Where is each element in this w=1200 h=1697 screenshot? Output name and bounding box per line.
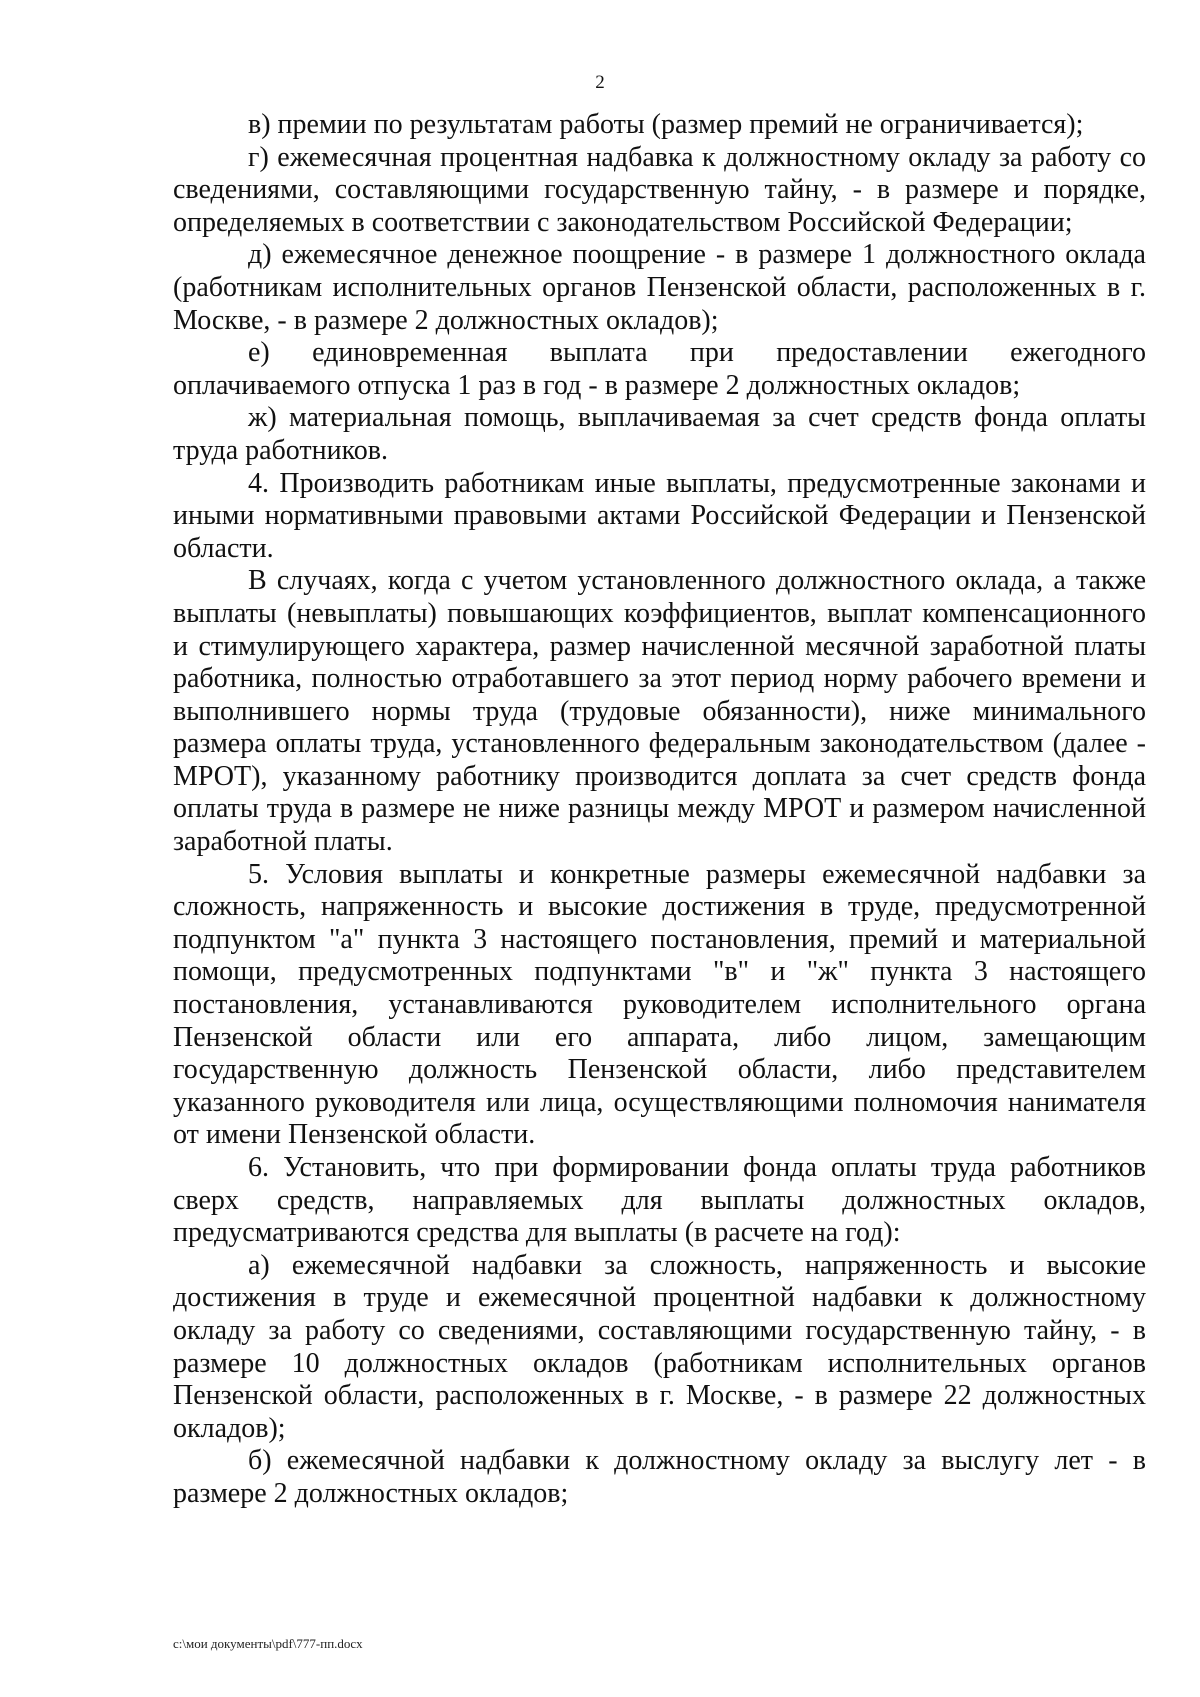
paragraph-3e: е) единовременная выплата при предоставлении ежегодного оплачиваемого отпуска 1 раз в год - в размере 2 должностных окладов; [173,337,1146,401]
paragraph-6: 6. Установить, что при формировании фонда оплаты труда работников сверх средств, направляемых для выплаты должностных окладов, предусматриваются средства для выплаты (в расчете на год): [173,1152,1146,1249]
paragraph-6a: а) ежемесячной надбавки за сложность, напряженность и высокие достижения в труде и ежемесячной процентной надбавки к должностному окладу за работу со сведениями, составляющими государственную тайну, - в размере 10 должностных окладов (работникам исполнительных органов Пензенской области, расположенных в г. Москве, - в размере 22 должностных окладов); [173,1249,1146,1444]
document-body [173,109,1146,1511]
paragraph-3zh: ж) материальная помощь, выплачиваемая за счет средств фонда оплаты труда работников. [173,402,1146,466]
paragraph-5: 5. Условия выплаты и конкретные размеры ежемесячной надбавки за сложность, напряженность и высокие достижения в труде, предусмотренной подпунктом "а" пункта 3 настоящего постановления, премий и материальной помощи, предусмотренных подпунктами "в" и "ж" пункта 3 настоящего постановления, устанавливаются руководителем исполнительного органа Пензенской области или его аппарата, либо лицом, замещающим государственную должность Пензенской области, либо представителем указанного руководителя или лица, осуществляющими полномочия нанимателя от имени Пензенской области. [173,858,1146,1151]
paragraph-3v: в) премии по результатам работы (размер премий не ограничивается); [248,109,1084,140]
paragraph-6b: б) ежемесячной надбавки к должностному окладу за выслугу лет - в размере 2 должностных окладов; [173,1445,1146,1509]
paragraph-3g: г) ежемесячная процентная надбавка к должностному окладу за работу со сведениями, составляющими государственную тайну, - в размере и порядке, определяемых в соответствии с законодательством Российской Федерации; [173,141,1146,238]
paragraph-3d: д) ежемесячное денежное поощрение - в размере 1 должностного оклада (работникам исполнительных органов Пензенской области, расположенных в г. Москве, - в размере 2 должностных окладов); [173,239,1146,336]
footer-file-path: c:\мои документы\pdf\777-пп.docx [173,1636,363,1651]
page-number: 2 [595,72,605,93]
paragraph-mrot: В случаях, когда с учетом установленного должностного оклада, а также выплаты (невыплаты) повышающих коэффициентов, выплат компенсационного и стимулирующего характера, размер начисленной месячной заработной платы работника, полностью отработавшего за этот период норму рабочего времени и выполнившего нормы труда (трудовые обязанности), ниже минимального размера оплаты труда, установленного федеральным законодательством (далее - МРОТ), указанному работнику производится доплата за счет средств фонда оплаты труда в размере не ниже разницы между МРОТ и размером начисленной заработной платы. [173,565,1146,858]
paragraph-4: 4. Производить работникам иные выплаты, предусмотренные законами и иными нормативными правовыми актами Российской Федерации и Пензенской области. [173,467,1146,564]
